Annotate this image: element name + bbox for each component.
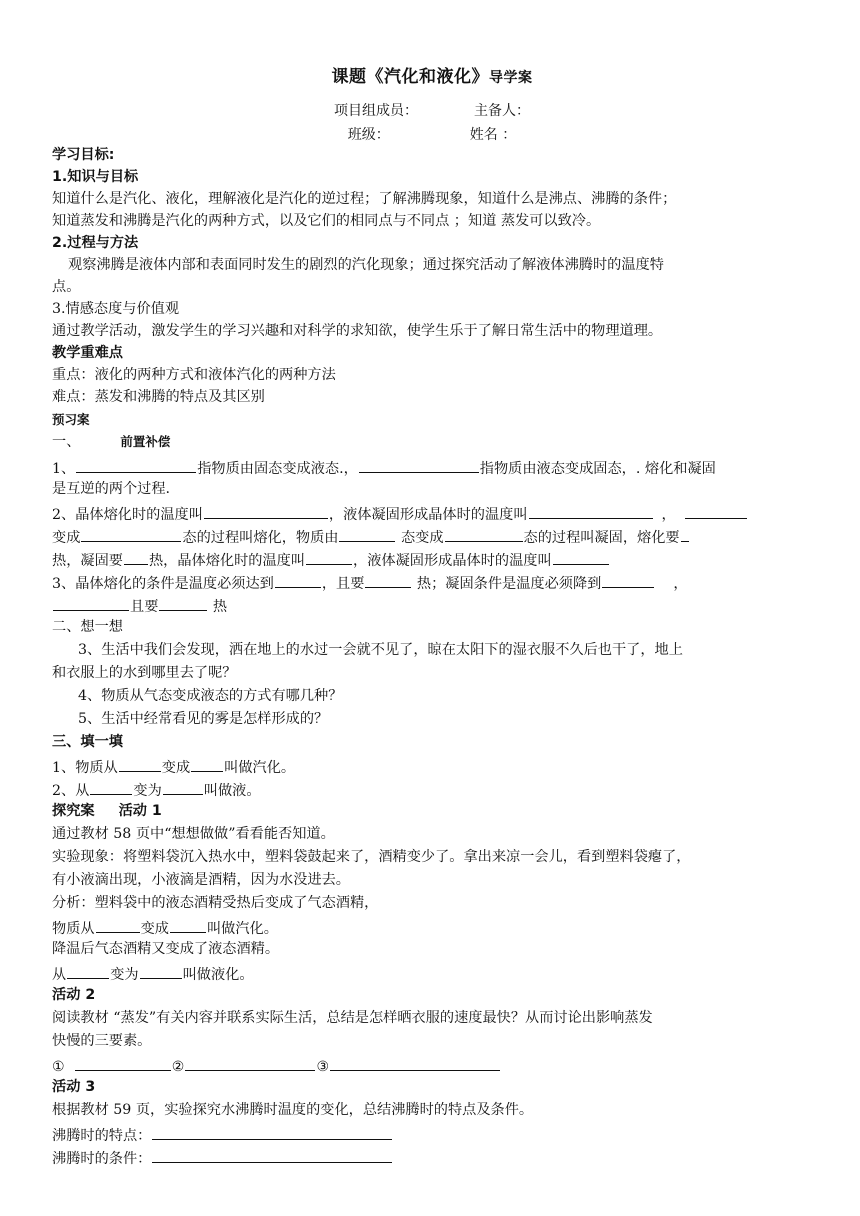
blank-field[interactable] [681,525,689,542]
blank-field[interactable] [339,525,395,542]
think-question-4: 4、物质从气态变成液态的方式有哪几种？ [78,688,343,704]
objectives-heading: 学习目标: [52,147,115,163]
class-label: 班级： [347,127,390,143]
knowledge-line-1: 知道什么是汽化、液化，理解液化是汽化的逆过程；了解沸腾现象，知道什么是沸点、沸腾的条件； [52,191,677,207]
fill-question-1: 1、物质从 变成 叫做汽化。 [52,755,812,778]
blank-field[interactable] [204,502,328,519]
blank-field[interactable] [163,778,203,795]
blank-field[interactable] [90,778,132,795]
blank-field[interactable] [124,548,148,565]
process-line-1: 观察沸腾是液体内部和表面同时发生的剧烈的汽化现象；通过探究活动了解液体沸腾时的温度特 [68,257,664,273]
activity-2-line-1: 阅读教材 “蒸发”有关内容并联系实际生活，总结是怎样晒衣服的速度最快？从而讨论出影响蒸发 [52,1010,653,1026]
question-3-line-1: 3、晶体熔化的条件是温度必须达到 ，且要 热；凝固条件是温度必须降到 ， [52,571,812,594]
page-title [52,62,812,87]
blank-field[interactable] [602,571,654,588]
think-question-3-line-2: 和衣服上的水到哪里去了呢？ [52,665,237,681]
blank-field[interactable] [306,548,352,565]
boiling-feature-row: 沸腾时的特点： [52,1123,812,1146]
blank-field[interactable] [152,1123,392,1140]
think-question-3-line-1: 3、生活中我们会发现，洒在地上的水过一会就不见了，晾在太阳下的湿衣服不久后也干了，地上 [78,642,683,658]
title-suffix: 导学案 [489,70,533,86]
section-3-heading: 三、填一填 [52,734,123,750]
activity-2-line-2: 快慢的三要素。 [52,1033,152,1049]
section-1-title: 前置补偿 [120,434,171,449]
activity-1-line-3: 有小液滴出现，小液滴是酒精，因为水没进去。 [52,872,350,888]
blank-field[interactable] [685,502,747,519]
activity-1-line-2: 实验现象：将塑料袋沉入热水中，塑料袋鼓起来了，酒精变少了。拿出来凉一会儿，看到塑料袋瘪了， [52,849,691,865]
blank-field[interactable] [76,456,196,473]
activity-1-line-5: 物质从 变成 叫做汽化。 [52,916,812,939]
fill-question-2: 2、从 变为 叫做液。 [52,778,812,801]
boiling-condition-row: 沸腾时的条件： [52,1146,812,1169]
blank-field[interactable] [445,525,523,542]
section-2-heading: 二、想一想 [52,619,123,635]
question-3-line-2: 且要 热 [52,594,812,617]
blank-field[interactable] [553,548,609,565]
question-2-line-3: 热，凝固要 热，晶体熔化时的温度叫 ，液体凝固形成晶体时的温度叫 [52,548,812,571]
blank-field[interactable] [119,755,161,772]
activity-3-line-1: 根据教材 59 页，实验探究水沸腾时温度的变化，总结沸腾时的特点及条件。 [52,1102,534,1118]
explore-heading-row [52,801,812,821]
activity-1-line-4: 分析：塑料袋中的液态酒精受热后变成了气态酒精， [52,895,379,911]
members-row [52,100,812,120]
activity-2-heading: 活动 2 [52,987,96,1003]
section-1-number: 一、 [52,434,81,450]
section-1-heading [52,432,812,452]
lead-label: 主备人： [474,103,530,119]
process-line-2: 点。 [52,279,81,295]
question-2-line-1: 2、晶体熔化时的温度叫 ，液体凝固形成晶体时的温度叫 ， [52,502,812,525]
blank-field[interactable] [529,502,653,519]
knowledge-line-2: 知道蒸发和沸腾是汽化的两种方式，以及它们的相同点与不同点 ；知道 蒸发可以致冷。 [52,213,601,229]
question-2-line-2: 变成 态的过程叫熔化，物质由 态变成 态的过程叫凝固，熔化要 [52,525,812,548]
activity-1-heading: 活动 1 [118,803,162,819]
preview-heading: 预习案 [52,412,90,427]
blank-field[interactable] [170,916,206,933]
keypoints-heading: 教学重难点 [52,345,123,361]
difficulty-point: 难点：蒸发和沸腾的特点及其区别 [52,389,265,405]
activity-1-line-1: 通过教材 58 页中“想想做做”看看能否知道。 [52,826,335,842]
class-row [52,124,812,144]
blank-field[interactable] [159,594,207,611]
emotion-line: 通过教学活动，激发学生的学习兴趣和对科学的求知欲，使学生乐于了解日常生活中的物理道理。 [52,323,663,339]
blank-field[interactable] [81,525,181,542]
blank-field[interactable] [67,962,109,979]
blank-field[interactable] [75,1054,171,1071]
members-label: 项目组成员： [334,103,418,119]
blank-field[interactable] [96,916,140,933]
blank-field[interactable] [359,456,479,473]
blank-field[interactable] [185,1054,315,1071]
think-question-5: 5、生活中经常看见的雾是怎样形成的？ [78,711,329,727]
key-point: 重点：液化的两种方式和液体汽化的两种方法 [52,367,336,383]
activity-3-heading: 活动 3 [52,1079,96,1095]
explore-heading: 探究案 [52,803,95,819]
activity-2-factors: ① ② ③ [52,1054,812,1077]
blank-field[interactable] [140,962,182,979]
blank-field[interactable] [191,755,223,772]
blank-field[interactable] [53,594,129,611]
activity-1-line-7: 从 变为 叫做液化。 [52,962,812,985]
blank-field[interactable] [365,571,411,588]
title-main: 课题《汽化和液化》 [331,67,489,87]
question-1-line-1: 1、 指物质由固态变成液态.， 指物质由液态变成固态，. 熔化和凝固 [52,456,812,479]
emotion-heading: 3.情感态度与价值观 [52,301,180,317]
blank-field[interactable] [330,1054,500,1071]
activity-1-line-6: 降温后气态酒精又变成了液态酒精。 [52,941,280,957]
blank-field[interactable] [275,571,321,588]
name-label: 姓名 ： [469,127,517,143]
blank-field[interactable] [152,1146,392,1163]
question-1-line-2: 是互逆的两个过程. [52,481,171,497]
process-heading: 2.过程与方法 [52,235,139,251]
knowledge-heading: 1.知识与目标 [52,169,139,185]
